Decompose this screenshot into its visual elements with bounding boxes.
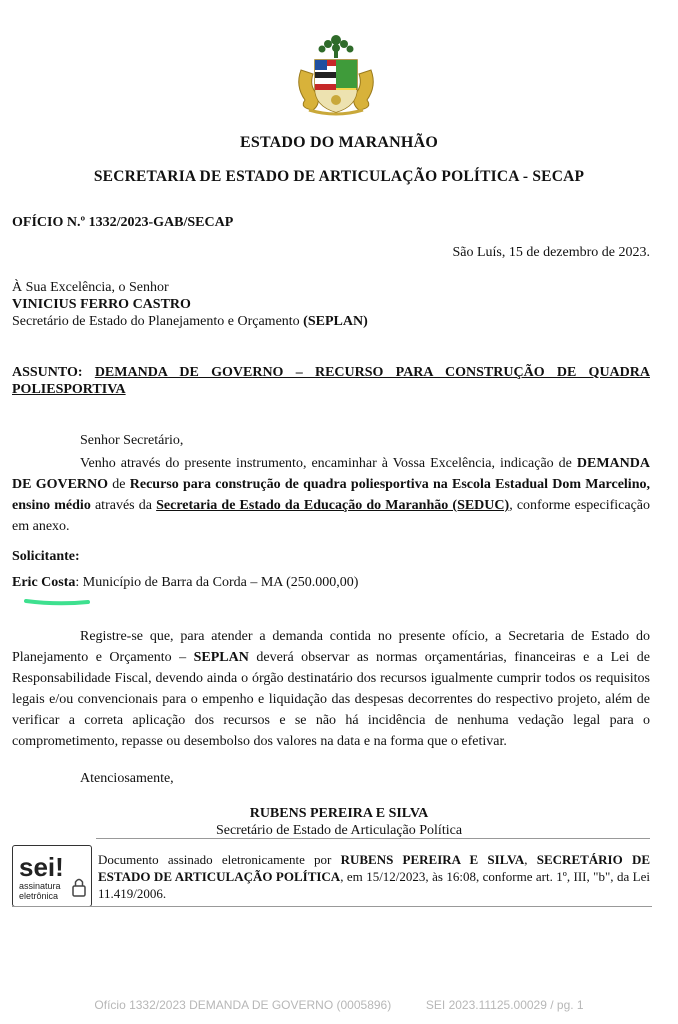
greeting-text: Senhor Secretário, xyxy=(80,433,184,448)
solicitante-label: Solicitante: xyxy=(12,549,80,564)
solicitante-name: Eric Costa xyxy=(12,575,76,590)
state-heading: ESTADO DO MARANHÃO xyxy=(240,134,438,151)
p1-recurso: Recurso para construção de quadra poliesportiva na Escola Estadual Dom Marcelino, ensino médio xyxy=(12,477,650,513)
page-footer xyxy=(0,998,678,1012)
highlight-underline-mark xyxy=(24,598,90,606)
p1-text-e: através da xyxy=(90,498,157,513)
p2-text-c: deverá observar as normas orçamentárias, financeiras e a Lei de Responsabilidade Fiscal, devendo ainda o órgão destinatário dos recursos igualmente cumprir todos os requisitos legais e/ou convencionais para o empenho e liquidação das despesas decorrentes do respectivo projeto, além de verificar a correta aplicação dos recursos e se não há incidência de nenhuma vedação legal para o comprometimento, repasse ou desembolso dos valores na data e na forma que o efetivar. xyxy=(12,650,650,749)
secretariat-heading: SECRETARIA DE ESTADO DE ARTICULAÇÃO POLÍTICA - SECAP xyxy=(93,168,585,185)
p1-seduc: Secretaria de Estado da Educação do Maranhão (SEDUC) xyxy=(156,498,510,513)
addressee-role-org: (SEPLAN) xyxy=(303,314,368,329)
addressee-block xyxy=(12,279,368,330)
addressee-role xyxy=(12,313,368,330)
closing-text: Atenciosamente, xyxy=(80,771,174,786)
subject-label: ASSUNTO: xyxy=(12,365,83,380)
sei-text-e: , em 15/12/2023, às 16:08, conforme art. 1º, III, "b", da Lei 11.419/2006. xyxy=(98,869,650,901)
signatory-role: Secretário de Estado de Articulação Política xyxy=(215,823,463,838)
sei-signer: RUBENS PEREIRA E SILVA xyxy=(340,852,525,867)
signature-box-divider xyxy=(12,906,652,907)
sei-logo-sub2: eletrônica xyxy=(19,891,59,901)
sei-text-c: , xyxy=(524,852,537,867)
addressee-salutation: À Sua Excelência, o Senhor xyxy=(12,280,169,295)
greeting xyxy=(12,430,650,451)
subject-text: DEMANDA DE GOVERNO – RECURSO PARA CONSTRUÇÃO DE QUADRA POLIESPORTIVA xyxy=(12,365,650,397)
p1-text-a: Venho através do presente instrumento, encaminhar à Vossa Excelência, indicação de xyxy=(80,456,577,471)
closing xyxy=(12,768,650,789)
sei-logo-text: sei! xyxy=(19,852,64,882)
p1-text-g: , conforme especificação em anexo. xyxy=(12,498,650,534)
addressee-name: VINICIUS FERRO CASTRO xyxy=(12,297,191,312)
p2-text-a: Registre-se que, para atender a demanda contida no presente ofício, a Secretaria de Estado do Planejamento e Orçamento – xyxy=(12,629,650,665)
document-date: São Luís, 15 de dezembro de 2023. xyxy=(452,245,650,260)
sei-signer-role: SECRETÁRIO DE ESTADO DE ARTICULAÇÃO POLÍTICA xyxy=(98,852,650,884)
footer-page: SEI 2023.11125.00029 / pg. 1 xyxy=(425,998,584,1012)
footer-document: Ofício 1332/2023 DEMANDA DE GOVERNO (0005896) xyxy=(94,998,392,1012)
solicitante-line xyxy=(12,575,358,591)
subject-line xyxy=(12,364,650,398)
p2-seplan: SEPLAN xyxy=(193,650,249,665)
signature-divider xyxy=(96,838,650,839)
sei-logo-graphic xyxy=(13,846,91,906)
oficio-number: OFÍCIO N.º 1332/2023-GAB/SECAP xyxy=(12,215,234,230)
signatory-name: RUBENS PEREIRA E SILVA xyxy=(249,806,429,821)
sei-logo-sub1: assinatura xyxy=(19,881,61,891)
addressee-role-text: Secretário de Estado do Planejamento e Orçamento xyxy=(12,314,304,329)
electronic-signature-note xyxy=(98,851,650,902)
solicitante-detail: : Município de Barra da Corda – MA (250.000,00) xyxy=(75,575,359,590)
p1-demanda: DEMANDA DE GOVERNO xyxy=(12,456,650,492)
state-coat-of-arms xyxy=(291,30,381,116)
paragraph-2 xyxy=(12,626,650,752)
sei-text-a: Documento assinado eletronicamente por xyxy=(98,852,341,867)
padlock-icon xyxy=(73,880,85,897)
p1-text-c: de xyxy=(108,477,130,492)
paragraph-1 xyxy=(12,453,650,537)
sei-logo xyxy=(12,845,92,907)
